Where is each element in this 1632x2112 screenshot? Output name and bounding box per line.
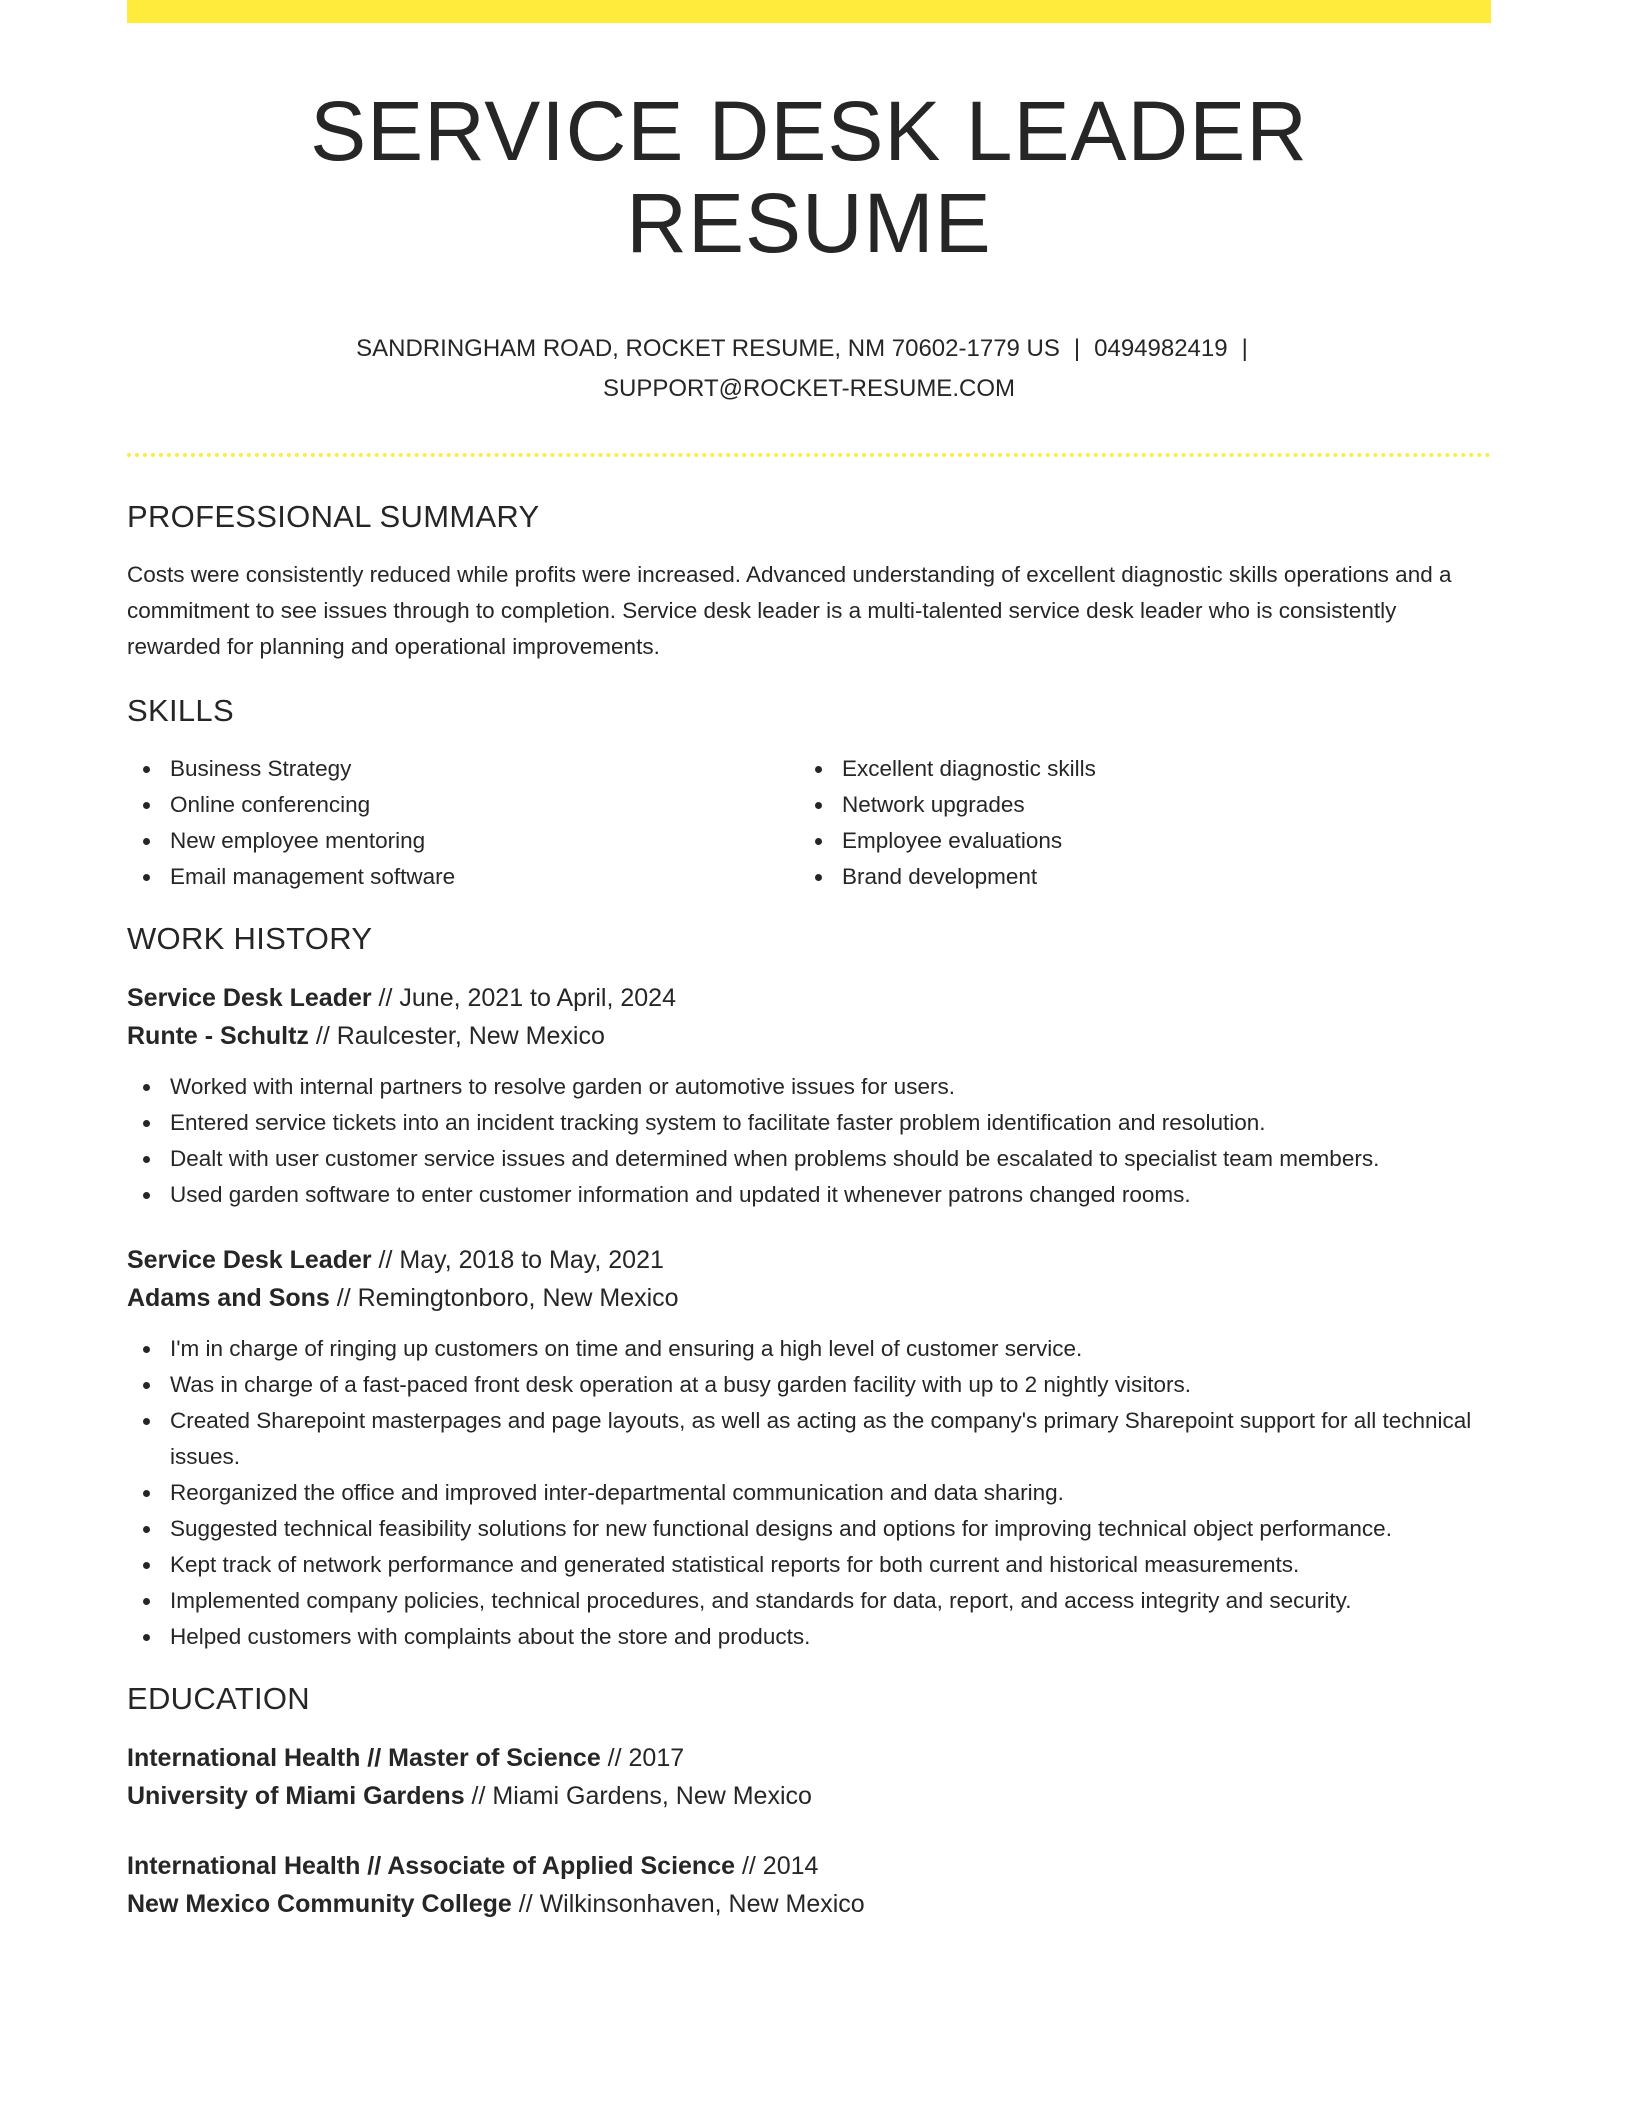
school-line <box>127 1777 1491 1815</box>
job-company-line <box>127 1017 1491 1055</box>
skill-item: Brand development <box>799 859 1471 895</box>
resume-page <box>127 0 1491 1923</box>
job-dates: // June, 2021 to April, 2024 <box>371 984 676 1012</box>
degree: International Health // Associate of Applied Science <box>127 1852 736 1880</box>
contact-email: SUPPORT@ROCKET-RESUME.COM <box>603 375 1015 402</box>
job-bullet: I'm in charge of ringing up customers on time and ensuring a high level of customer service. <box>127 1331 1491 1367</box>
contact-address: SANDRINGHAM ROAD, ROCKET RESUME, NM 70602-1779 US <box>356 335 1060 362</box>
degree-line <box>127 1739 1491 1777</box>
contact-separator: | <box>1241 335 1248 362</box>
job-location: // Remingtonboro, New Mexico <box>329 1284 679 1312</box>
education-entry <box>127 1847 1491 1923</box>
resume-title: SERVICE DESK LEADER RESUME <box>310 84 1308 270</box>
school-location: // Miami Gardens, New Mexico <box>464 1782 812 1810</box>
skill-item: New employee mentoring <box>127 823 799 859</box>
job-title-line <box>127 1241 1491 1279</box>
education-heading: EDUCATION <box>127 1681 310 1716</box>
summary-text: Costs were consistently reduced while profits were increased. Advanced understanding of excellent diagnostic skills operations and a commitment to see issues through to completion. Service desk leader is a multi-talented service desk leader who is consistently rewarded for planning and operational improvements. <box>127 562 1452 659</box>
skill-item: Network upgrades <box>799 787 1471 823</box>
job-bullet: Implemented company policies, technical procedures, and standards for data, report, and access integrity and security. <box>127 1583 1491 1619</box>
skills-list <box>127 751 1491 895</box>
school-name: University of Miami Gardens <box>127 1782 465 1810</box>
skills-column-right <box>799 751 1471 895</box>
skill-item: Business Strategy <box>127 751 799 787</box>
job-bullet: Kept track of network performance and generated statistical reports for both current and historical measurements. <box>127 1547 1491 1583</box>
degree-line <box>127 1847 1491 1885</box>
contact-separator: | <box>1073 335 1081 362</box>
job-bullets <box>127 1069 1491 1213</box>
contact-info <box>127 329 1491 409</box>
education-entry <box>127 1739 1491 1815</box>
job-bullet: Helped customers with complaints about the store and products. <box>127 1619 1491 1655</box>
school-line <box>127 1885 1491 1923</box>
degree: International Health // Master of Science <box>127 1744 601 1772</box>
skill-item: Email management software <box>127 859 799 895</box>
job-location: // Raulcester, New Mexico <box>308 1022 605 1050</box>
job-bullet: Reorganized the office and improved inter-departmental communication and data sharing. <box>127 1475 1491 1511</box>
job-bullet: Used garden software to enter customer information and updated it whenever patrons changed rooms. <box>127 1177 1491 1213</box>
job-dates: // May, 2018 to May, 2021 <box>371 1246 664 1274</box>
job-title-line <box>127 979 1491 1017</box>
work-history-heading: WORK HISTORY <box>127 921 373 956</box>
contact-phone: 0494982419 <box>1094 335 1228 362</box>
graduation-year: // 2017 <box>600 1744 685 1772</box>
school-name: New Mexico Community College <box>127 1890 512 1918</box>
job-company: Adams and Sons <box>127 1284 330 1312</box>
job-bullet: Dealt with user customer service issues and determined when problems should be escalated to specialist team members. <box>127 1141 1491 1177</box>
top-accent-bar <box>127 0 1491 23</box>
skill-item: Employee evaluations <box>799 823 1471 859</box>
job-bullet: Created Sharepoint masterpages and page layouts, as well as acting as the company's primary Sharepoint support for all technical issues. <box>127 1403 1491 1475</box>
job-title: Service Desk Leader <box>127 1246 372 1274</box>
job-title: Service Desk Leader <box>127 984 372 1012</box>
summary-heading: PROFESSIONAL SUMMARY <box>127 499 540 534</box>
skill-item: Online conferencing <box>127 787 799 823</box>
job-bullet: Worked with internal partners to resolve garden or automotive issues for users. <box>127 1069 1491 1105</box>
job-bullet: Suggested technical feasibility solutions for new functional designs and options for improving technical object performance. <box>127 1511 1491 1547</box>
skills-column-left <box>127 751 799 895</box>
section-divider <box>127 453 1491 457</box>
job-bullet: Was in charge of a fast-paced front desk operation at a busy garden facility with up to 2 nightly visitors. <box>127 1367 1491 1403</box>
job-entry <box>127 979 1491 1213</box>
job-company-line <box>127 1279 1491 1317</box>
job-company: Runte - Schultz <box>127 1022 309 1050</box>
job-bullets <box>127 1331 1491 1655</box>
skills-heading: SKILLS <box>127 693 234 728</box>
job-bullet: Entered service tickets into an incident tracking system to facilitate faster problem identification and resolution. <box>127 1105 1491 1141</box>
job-entry <box>127 1241 1491 1655</box>
skill-item: Excellent diagnostic skills <box>799 751 1471 787</box>
school-location: // Wilkinsonhaven, New Mexico <box>511 1890 865 1918</box>
graduation-year: // 2014 <box>735 1852 819 1880</box>
